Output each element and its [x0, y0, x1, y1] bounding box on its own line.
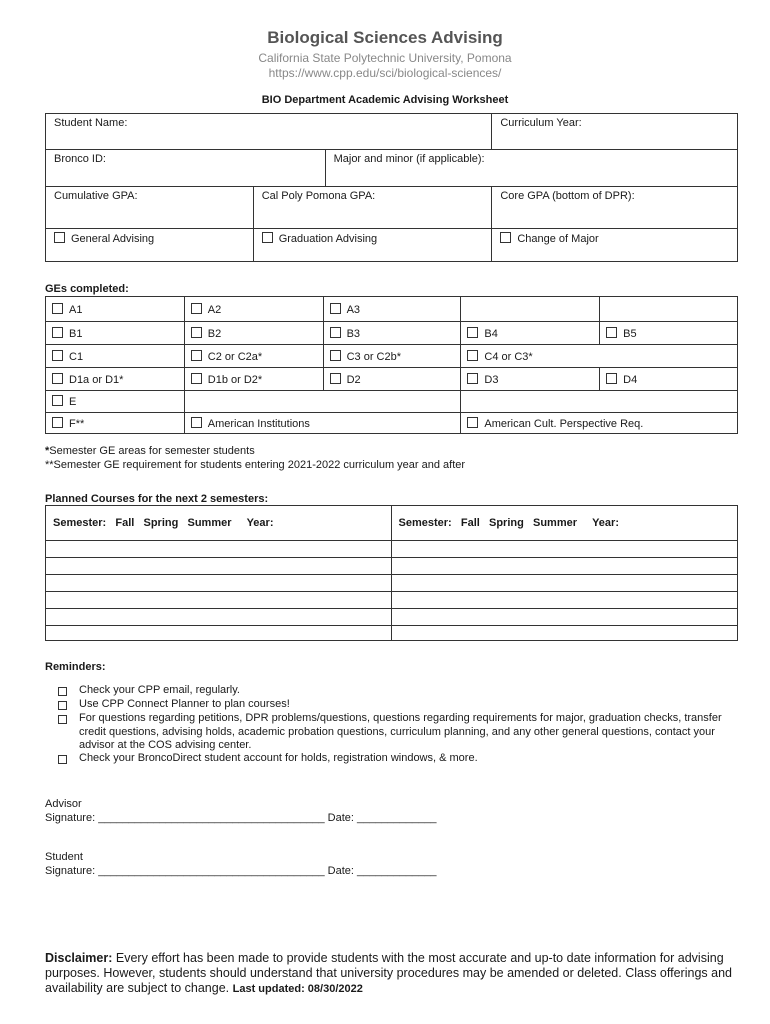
checkbox-icon[interactable] — [52, 417, 63, 428]
university-name: California State Polytechnic University, Pomona — [258, 51, 512, 65]
ge-label: C3 or C2b* — [346, 350, 401, 363]
reminders-heading: Reminders: — [45, 661, 106, 673]
ge-d3[interactable] — [461, 368, 600, 391]
course-cell[interactable] — [391, 541, 738, 558]
ge-a3[interactable] — [323, 297, 461, 322]
course-cell[interactable] — [391, 592, 738, 609]
student-label: Student — [45, 851, 83, 863]
student-signature-block — [45, 851, 437, 878]
bullet-icon — [58, 701, 67, 710]
checkbox-icon[interactable] — [52, 327, 63, 338]
ge-label: F** — [69, 417, 85, 430]
change-of-major-label: Change of Major — [517, 233, 599, 245]
ge-label: American Cult. Perspective Req. — [484, 417, 644, 430]
semester-header-left[interactable]: Semester: Fall Spring Summer Year: — [46, 506, 392, 541]
change-of-major-option[interactable] — [492, 229, 738, 262]
ge-a1[interactable] — [46, 297, 185, 322]
planned-courses-heading: Planned Courses for the next 2 semesters: — [45, 493, 269, 505]
ge-label: D4 — [623, 373, 638, 386]
reminder-text: Check your CPP email, regularly. — [79, 684, 240, 696]
date-label: Date: — [327, 811, 354, 824]
bullet-icon — [58, 715, 67, 724]
ge-b2[interactable] — [184, 322, 323, 345]
checkbox-icon[interactable] — [191, 373, 202, 384]
core-gpa-label: Core GPA (bottom of DPR): — [500, 190, 635, 202]
date-line[interactable]: _____________ — [357, 864, 437, 877]
ge-label: B3 — [346, 327, 361, 340]
checkbox-icon[interactable] — [191, 327, 202, 338]
course-cell[interactable] — [391, 609, 738, 626]
planned-courses-table — [45, 505, 738, 641]
cpp-gpa-label: Cal Poly Pomona GPA: — [261, 190, 376, 202]
course-cell[interactable] — [391, 558, 738, 575]
disclaimer — [45, 951, 735, 997]
general-advising-option[interactable] — [46, 229, 254, 262]
student-info-table — [45, 113, 738, 262]
ge-a2[interactable] — [184, 297, 323, 322]
ge-d1b[interactable] — [184, 368, 323, 391]
course-cell[interactable] — [46, 558, 392, 575]
checkbox-icon[interactable] — [606, 327, 617, 338]
bronco-id-label: Bronco ID: — [54, 153, 106, 165]
checkbox-icon[interactable] — [330, 350, 341, 361]
signature-label: Signature: — [45, 864, 96, 877]
ge-f[interactable] — [46, 413, 185, 434]
student-name-field[interactable] — [46, 114, 492, 150]
ge-label: B2 — [207, 327, 222, 340]
ge-c3[interactable] — [323, 345, 461, 368]
curriculum-year-field[interactable] — [492, 114, 738, 150]
checkbox-icon[interactable] — [52, 350, 63, 361]
reminder-text: For questions regarding petitions, DPR problems/questions, questions regarding requirements for major, graduation checks, transfer credit questions, advising holds, academic probation questions, curriculum planning, and any other general questions, contact your advisor at the COS advising center. — [79, 712, 722, 751]
ge-label: A2 — [207, 303, 222, 316]
date-line[interactable]: _____________ — [357, 811, 437, 824]
checkbox-icon[interactable] — [191, 303, 202, 314]
ge-note-text: Semester GE areas for semester students — [49, 445, 255, 457]
ge-note-star: * — [45, 445, 50, 457]
date-label: Date: — [327, 864, 354, 877]
ge-empty — [461, 297, 600, 322]
graduation-advising-option[interactable] — [253, 229, 492, 262]
checkbox-icon[interactable] — [54, 232, 65, 243]
bullet-icon — [58, 755, 67, 764]
course-cell[interactable] — [46, 626, 392, 641]
course-cell[interactable] — [46, 541, 392, 558]
ge-label: American Institutions — [207, 417, 310, 430]
ge-heading: GEs completed: — [45, 283, 129, 295]
ge-c1[interactable] — [46, 345, 185, 368]
reminder-item — [79, 712, 724, 753]
ge-d1[interactable] — [46, 368, 185, 391]
ge-label: C4 or C3* — [484, 350, 533, 363]
course-cell[interactable] — [46, 592, 392, 609]
semester-header-right[interactable]: Semester: Fall Spring Summer Year: — [391, 506, 738, 541]
ge-american-institutions[interactable] — [184, 413, 461, 434]
reminder-item — [79, 684, 724, 698]
student-name-label: Student Name: — [54, 117, 128, 129]
ge-label: A3 — [346, 303, 361, 316]
ge-c2[interactable] — [184, 345, 323, 368]
ge-label: B1 — [69, 327, 83, 340]
advisor-signature-line[interactable] — [45, 812, 437, 826]
ge-note-requirement: **Semester GE requirement for students entering 2021-2022 curriculum year and after — [45, 459, 466, 471]
ge-note-semester — [45, 445, 255, 457]
ge-b3[interactable] — [323, 322, 461, 345]
checkbox-icon[interactable] — [467, 327, 478, 338]
reminder-text: Use CPP Connect Planner to plan courses! — [79, 698, 290, 710]
curriculum-year-label: Curriculum Year: — [500, 117, 582, 129]
ge-b5[interactable] — [600, 322, 738, 345]
checkbox-icon[interactable] — [52, 373, 63, 384]
reminder-item — [79, 752, 724, 766]
course-cell[interactable] — [391, 626, 738, 641]
checkbox-icon[interactable] — [330, 373, 341, 384]
ge-label: B4 — [484, 327, 498, 340]
ge-d2[interactable] — [323, 368, 461, 391]
last-updated: Last updated: 08/30/2022 — [232, 983, 363, 995]
checkbox-icon[interactable] — [262, 232, 273, 243]
reminder-item — [79, 698, 724, 712]
checkbox-icon[interactable] — [467, 350, 478, 361]
general-advising-label: General Advising — [71, 233, 155, 245]
course-cell[interactable] — [46, 575, 392, 592]
ge-label: C1 — [69, 350, 84, 363]
ge-label: D1a or D1* — [69, 373, 124, 386]
checkbox-icon[interactable] — [467, 417, 478, 428]
ge-label: B5 — [623, 327, 637, 340]
ge-table — [45, 296, 738, 434]
ge-d4[interactable] — [600, 368, 738, 391]
bronco-id-field[interactable] — [46, 150, 326, 187]
ge-empty — [184, 391, 461, 413]
ge-label: A1 — [69, 303, 83, 316]
course-cell[interactable] — [391, 575, 738, 592]
ge-c4[interactable] — [461, 345, 738, 368]
worksheet-title: BIO Department Academic Advising Worksheet — [261, 94, 509, 106]
checkbox-icon[interactable] — [500, 232, 511, 243]
course-cell[interactable] — [46, 609, 392, 626]
signature-line[interactable]: _____________________________________ — [98, 864, 325, 877]
signature-label: Signature: — [45, 811, 96, 824]
student-signature-line[interactable] — [45, 865, 437, 879]
department-url[interactable]: https://www.cpp.edu/sci/biological-sciences/ — [268, 66, 502, 80]
ge-e[interactable] — [46, 391, 185, 413]
ge-label: D2 — [346, 373, 361, 386]
ge-label: D3 — [484, 373, 499, 386]
advisor-label: Advisor — [45, 798, 82, 810]
disclaimer-text: Every effort has been made to provide students with the most accurate and up-to date information for advising purposes. However, students should understand that university procedures may be amended or deleted. Class offerings and availability are subject to change. — [45, 951, 732, 995]
cpp-gpa-field[interactable] — [253, 187, 492, 229]
checkbox-icon[interactable] — [330, 303, 341, 314]
checkbox-icon[interactable] — [191, 350, 202, 361]
advisor-signature-block — [45, 798, 437, 825]
checkbox-icon[interactable] — [52, 303, 63, 314]
core-gpa-field[interactable] — [492, 187, 738, 229]
signature-line[interactable]: _____________________________________ — [98, 811, 325, 824]
disclaimer-label: Disclaimer: — [45, 951, 113, 965]
checkbox-icon[interactable] — [52, 395, 63, 406]
ge-b1[interactable] — [46, 322, 185, 345]
ge-empty — [461, 391, 738, 413]
ge-label: D1b or D2* — [207, 373, 263, 386]
cumulative-gpa-label: Cumulative GPA: — [54, 190, 138, 202]
checkbox-icon[interactable] — [330, 327, 341, 338]
checkbox-icon[interactable] — [467, 373, 478, 384]
checkbox-icon[interactable] — [606, 373, 617, 384]
ge-empty — [600, 297, 738, 322]
page-title: Biological Sciences Advising — [267, 28, 503, 47]
reminder-text: Check your BroncoDirect student account for holds, registration windows, & more. — [79, 752, 478, 764]
major-minor-field[interactable] — [325, 150, 737, 187]
bullet-icon — [58, 687, 67, 696]
ge-american-cult[interactable] — [461, 413, 738, 434]
checkbox-icon[interactable] — [191, 417, 202, 428]
cumulative-gpa-field[interactable] — [46, 187, 254, 229]
ge-label: C2 or C2a* — [207, 350, 263, 363]
ge-b4[interactable] — [461, 322, 600, 345]
graduation-advising-label: Graduation Advising — [278, 233, 378, 245]
major-minor-label: Major and minor (if applicable): — [333, 153, 485, 165]
ge-label: E — [69, 396, 77, 408]
